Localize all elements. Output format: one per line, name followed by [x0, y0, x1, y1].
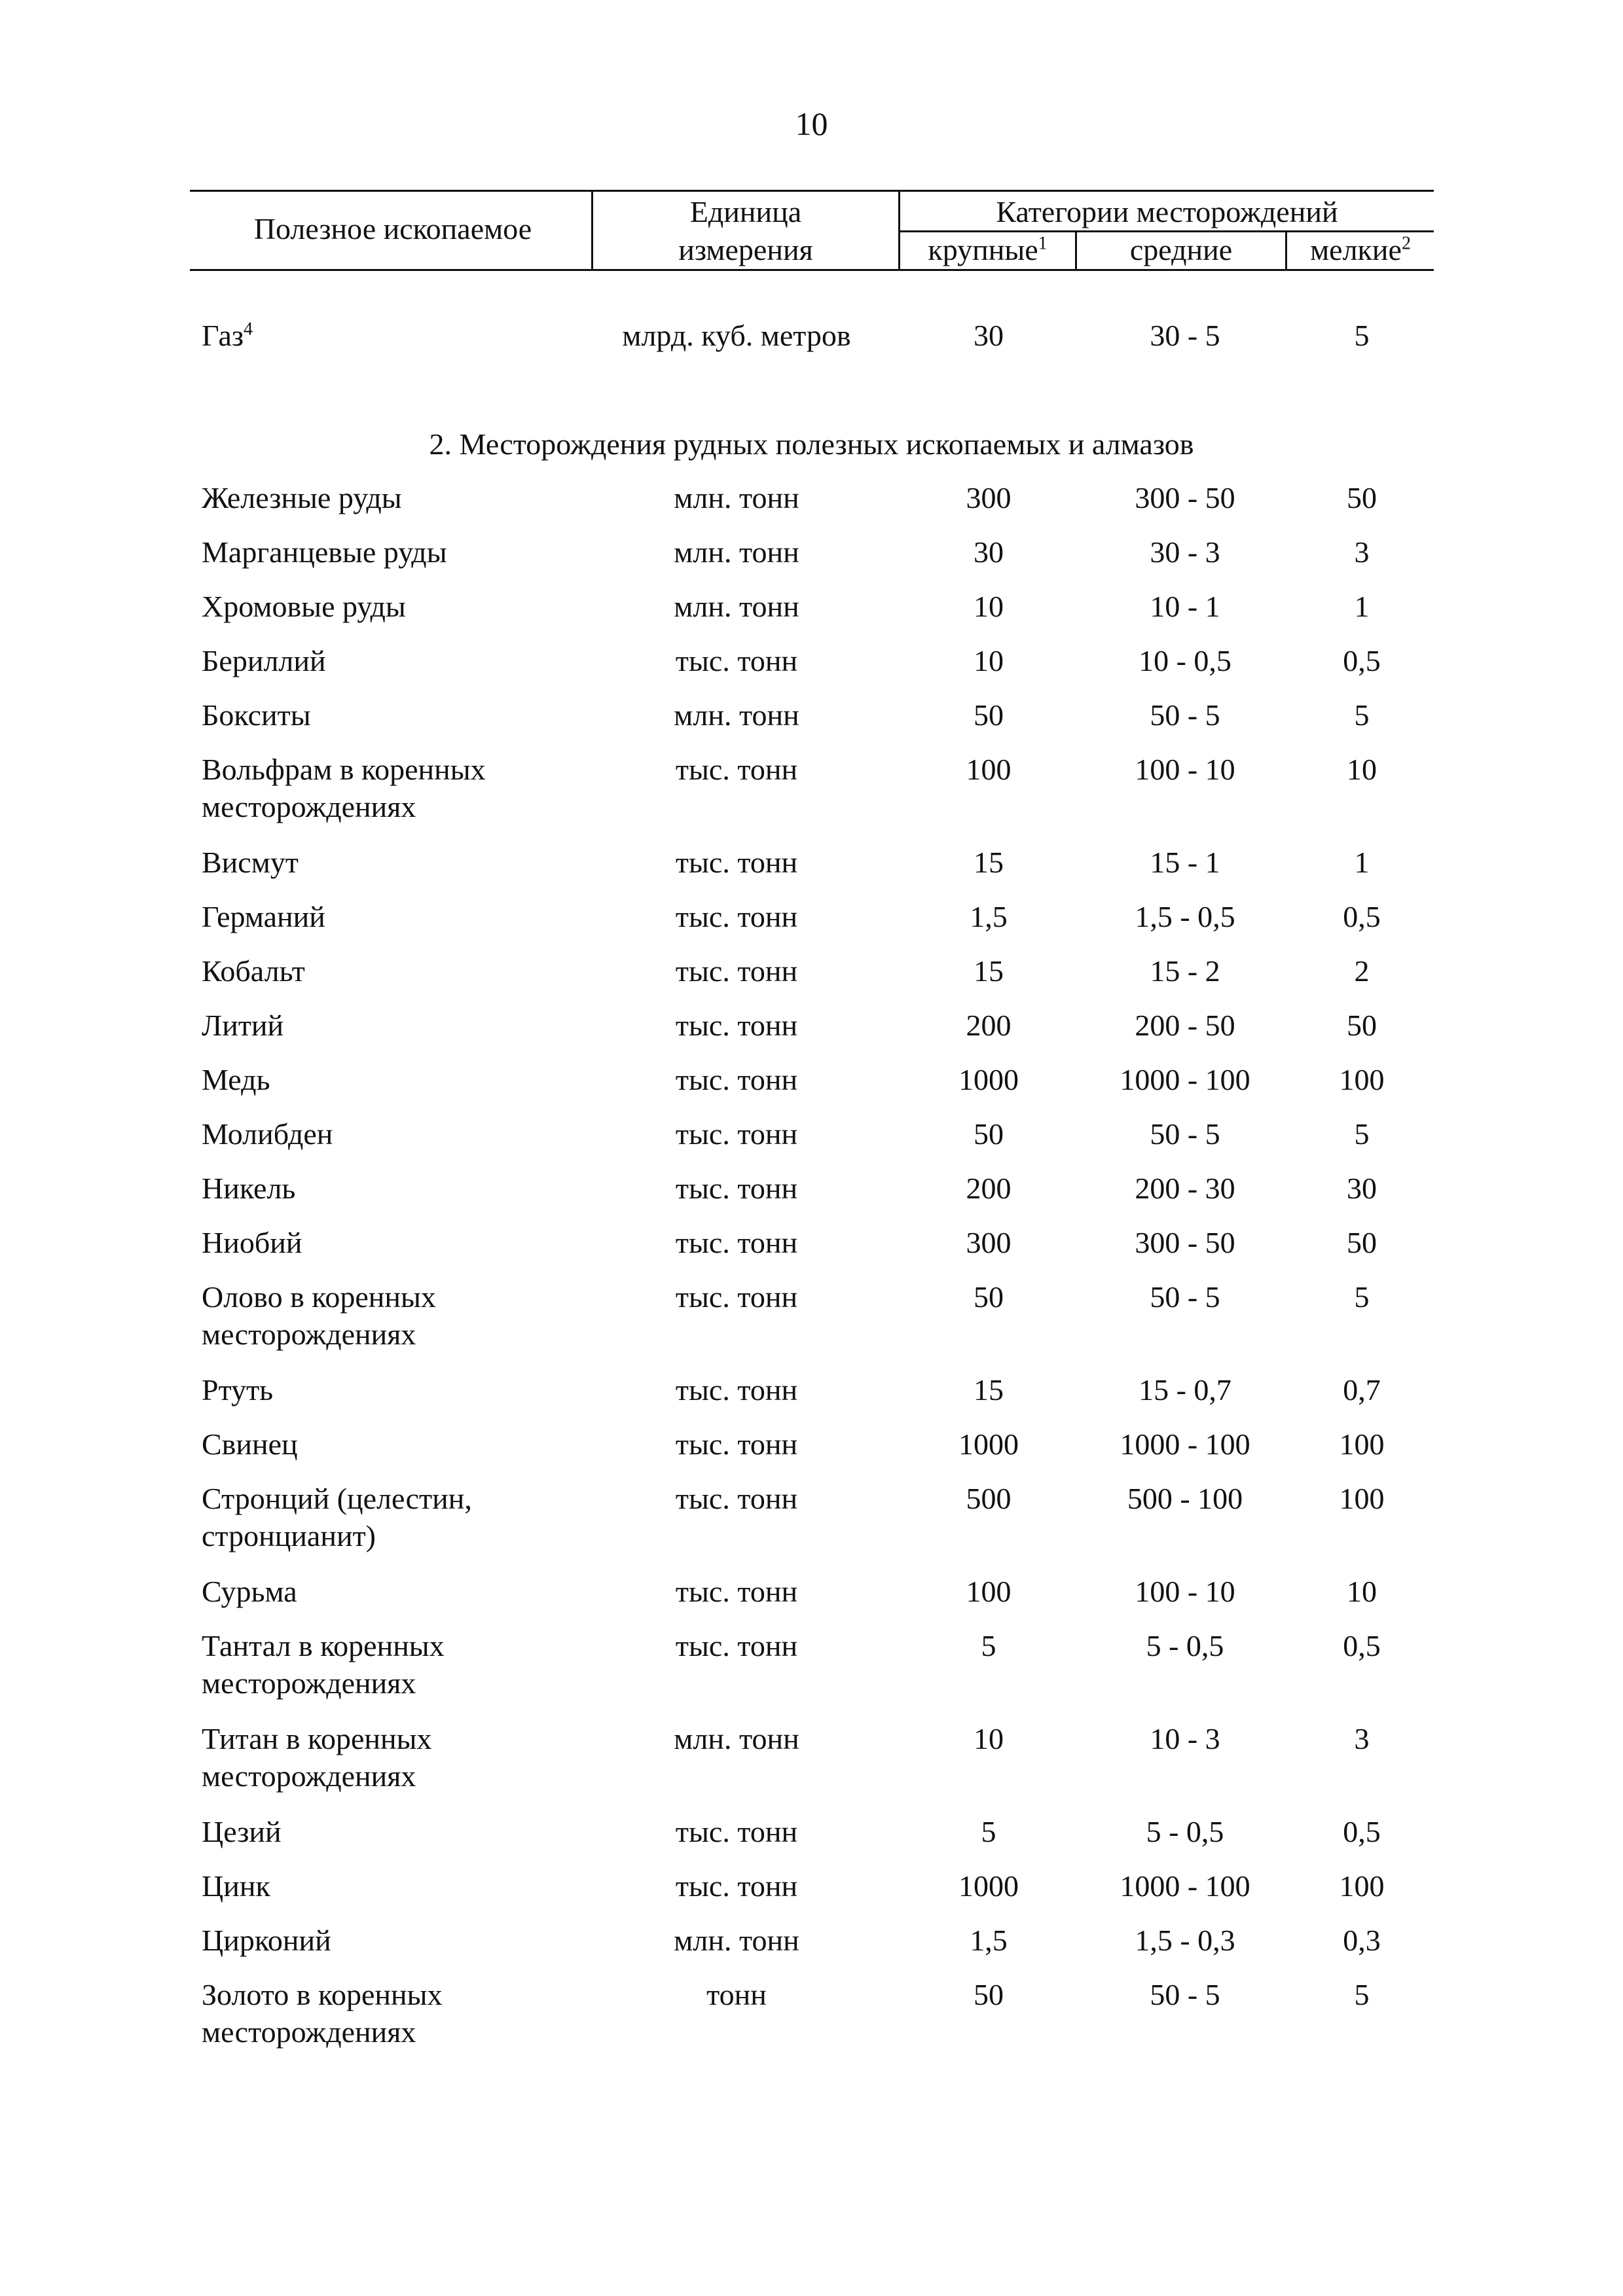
cell-name-line1: Медь — [202, 1063, 270, 1096]
cell-unit: млн. тонн — [674, 1924, 799, 1957]
cell-small: 1 — [1354, 590, 1370, 623]
cell-name — [202, 533, 568, 571]
cell-medium: 10 - 3 — [1150, 1722, 1220, 1755]
cell-name-line1: Ртуть — [202, 1373, 274, 1407]
gas-unit: млрд. куб. метров — [622, 319, 851, 352]
cell-name — [202, 1976, 568, 2051]
cell-medium: 5 - 0,5 — [1146, 1815, 1224, 1848]
cell-medium: 5 - 0,5 — [1146, 1629, 1224, 1662]
cell-unit: млн. тонн — [674, 535, 799, 569]
cell-name — [202, 898, 568, 935]
cell-name — [202, 1278, 568, 1353]
cell-small: 50 — [1347, 1009, 1377, 1042]
cell-large: 1000 — [958, 1063, 1019, 1096]
header-medium: средние — [1129, 233, 1233, 266]
cell-small: 5 — [1354, 1117, 1370, 1151]
cell-name — [202, 1426, 568, 1463]
cell-unit: млн. тонн — [674, 481, 799, 514]
header-categories: Категории месторождений — [996, 195, 1338, 228]
cell-small: 100 — [1339, 1063, 1385, 1096]
gas-name — [202, 317, 568, 354]
cell-unit: тыс. тонн — [675, 1575, 798, 1608]
cell-name-line1: Олово в коренных — [202, 1280, 436, 1314]
cell-name-line1: Кобальт — [202, 954, 305, 988]
cell-name-line1: Цирконий — [202, 1924, 331, 1957]
header-large-footnote: 1 — [1038, 233, 1048, 254]
page-number: 10 — [795, 105, 828, 142]
cell-unit: тыс. тонн — [675, 644, 798, 677]
cell-medium: 30 - 3 — [1150, 535, 1220, 569]
cell-large: 50 — [974, 698, 1004, 732]
cell-large: 1000 — [958, 1869, 1019, 1903]
cell-unit: тыс. тонн — [675, 954, 798, 988]
header-small-footnote: 2 — [1401, 233, 1411, 254]
cell-large: 1,5 — [970, 1924, 1008, 1957]
cell-small: 2 — [1354, 954, 1370, 988]
cell-medium: 100 - 10 — [1135, 1575, 1235, 1608]
section-title: 2. Месторождения рудных полезных ископаемых и алмазов — [429, 427, 1194, 461]
cell-unit: тыс. тонн — [675, 1373, 798, 1407]
cell-name-line1: Ниобий — [202, 1226, 302, 1259]
cell-name-line2: месторождениях — [202, 2015, 416, 2049]
cell-unit: тыс. тонн — [675, 1172, 798, 1205]
cell-unit: тонн — [706, 1978, 767, 2011]
cell-medium: 15 - 0,7 — [1139, 1373, 1231, 1407]
cell-medium: 1,5 - 0,5 — [1135, 900, 1235, 933]
header-bottom-rule — [190, 269, 1434, 271]
cell-small: 0,3 — [1343, 1924, 1381, 1957]
cell-small: 50 — [1347, 1226, 1377, 1259]
cell-name — [202, 1720, 568, 1795]
cell-small: 5 — [1354, 698, 1370, 732]
cell-name — [202, 1573, 568, 1610]
cell-small: 100 — [1339, 1869, 1385, 1903]
cell-name — [202, 696, 568, 734]
cell-unit: тыс. тонн — [675, 1117, 798, 1151]
cell-medium: 1000 - 100 — [1120, 1869, 1250, 1903]
cell-name — [202, 1170, 568, 1207]
cell-name — [202, 1480, 568, 1554]
cell-unit: млн. тонн — [674, 590, 799, 623]
cell-name — [202, 479, 568, 516]
cell-name-line1: Тантал в коренных — [202, 1629, 445, 1662]
cell-large: 5 — [981, 1815, 996, 1848]
cell-medium: 1000 - 100 — [1120, 1427, 1250, 1461]
cell-large: 5 — [981, 1629, 996, 1662]
cell-name-line1: Хромовые руды — [202, 590, 406, 623]
header-large-label: крупные — [928, 233, 1038, 266]
header-small-label: мелкие — [1310, 233, 1402, 266]
cell-name-line2: месторождениях — [202, 1666, 416, 1700]
cell-name-line1: Бокситы — [202, 698, 311, 732]
cell-unit: тыс. тонн — [675, 1482, 798, 1515]
cell-small: 10 — [1347, 753, 1377, 786]
cell-small: 0,5 — [1343, 1815, 1381, 1848]
cell-small: 0,5 — [1343, 1629, 1381, 1662]
header-mineral: Полезное ископаемое — [253, 212, 532, 245]
cell-name-line2: месторождениях — [202, 1318, 416, 1351]
cell-unit: млн. тонн — [674, 698, 799, 732]
cell-unit: тыс. тонн — [675, 1280, 798, 1314]
cell-small: 100 — [1339, 1427, 1385, 1461]
cell-unit: млн. тонн — [674, 1722, 799, 1755]
cell-name-line1: Бериллий — [202, 644, 326, 677]
cell-small: 3 — [1354, 535, 1370, 569]
cell-medium: 300 - 50 — [1135, 481, 1235, 514]
cell-name-line1: Свинец — [202, 1427, 298, 1461]
cell-large: 300 — [966, 481, 1012, 514]
cell-name — [202, 642, 568, 679]
cell-medium: 50 - 5 — [1150, 1117, 1220, 1151]
cell-medium: 100 - 10 — [1135, 753, 1235, 786]
cell-name-line1: Железные руды — [202, 481, 402, 514]
cell-small: 5 — [1354, 1280, 1370, 1314]
cell-large: 1000 — [958, 1427, 1019, 1461]
cell-medium: 10 - 0,5 — [1139, 644, 1231, 677]
cell-medium: 50 - 5 — [1150, 1978, 1220, 2011]
header-unit-line2: измерения — [678, 233, 813, 266]
cell-name — [202, 844, 568, 881]
cell-medium: 1000 - 100 — [1120, 1063, 1250, 1096]
cell-medium: 200 - 30 — [1135, 1172, 1235, 1205]
cell-unit: тыс. тонн — [675, 1427, 798, 1461]
cell-name-line2: месторождениях — [202, 790, 416, 823]
cell-name — [202, 1115, 568, 1153]
cell-name-line1: Молибден — [202, 1117, 333, 1151]
cell-unit: тыс. тонн — [675, 900, 798, 933]
cell-small: 1 — [1354, 846, 1370, 879]
cell-large: 200 — [966, 1172, 1012, 1205]
gas-footnote: 4 — [244, 319, 253, 340]
cell-small: 0,5 — [1343, 644, 1381, 677]
cell-large: 100 — [966, 753, 1012, 786]
header-unit-line1: Единица — [689, 195, 802, 228]
cell-small: 30 — [1347, 1172, 1377, 1205]
cell-name-line1: Золото в коренных — [202, 1978, 443, 2011]
cell-large: 50 — [974, 1978, 1004, 2011]
cell-name-line1: Цинк — [202, 1869, 270, 1903]
header-small — [1287, 233, 1434, 267]
cell-medium: 15 - 2 — [1150, 954, 1220, 988]
cell-name — [202, 1813, 568, 1850]
cell-large: 10 — [974, 1722, 1004, 1755]
cell-name — [202, 588, 568, 625]
cell-unit: тыс. тонн — [675, 1815, 798, 1848]
cell-medium: 300 - 50 — [1135, 1226, 1235, 1259]
gas-medium: 30 - 5 — [1150, 319, 1220, 352]
cell-large: 15 — [974, 954, 1004, 988]
gas-large: 30 — [974, 319, 1004, 352]
cell-medium: 200 - 50 — [1135, 1009, 1235, 1042]
cell-name-line1: Литий — [202, 1009, 284, 1042]
cell-medium: 1,5 - 0,3 — [1135, 1924, 1235, 1957]
cell-name-line2: месторождениях — [202, 1759, 416, 1793]
header-top-rule — [190, 190, 1434, 192]
cell-name-line1: Стронций (целестин, — [202, 1482, 472, 1515]
gas-name-label: Газ — [202, 319, 244, 352]
cell-unit: тыс. тонн — [675, 1009, 798, 1042]
cell-small: 50 — [1347, 481, 1377, 514]
cell-medium: 50 - 5 — [1150, 698, 1220, 732]
cell-unit: тыс. тонн — [675, 1629, 798, 1662]
cell-name-line1: Сурьма — [202, 1575, 297, 1608]
cell-name-line1: Никель — [202, 1172, 296, 1205]
cell-name — [202, 952, 568, 990]
cell-large: 50 — [974, 1280, 1004, 1314]
header-large — [900, 233, 1075, 267]
cell-name-line1: Цезий — [202, 1815, 282, 1848]
cell-large: 100 — [966, 1575, 1012, 1608]
cell-large: 300 — [966, 1226, 1012, 1259]
cell-medium: 10 - 1 — [1150, 590, 1220, 623]
cell-large: 50 — [974, 1117, 1004, 1151]
cell-unit: тыс. тонн — [675, 1063, 798, 1096]
cell-small: 3 — [1354, 1722, 1370, 1755]
cell-name — [202, 1007, 568, 1044]
cell-name-line1: Висмут — [202, 846, 299, 879]
cell-name — [202, 1867, 568, 1905]
cell-large: 500 — [966, 1482, 1012, 1515]
cell-small: 0,7 — [1343, 1373, 1381, 1407]
categories-divider-rule — [898, 230, 1434, 232]
cell-unit: тыс. тонн — [675, 753, 798, 786]
gas-small: 5 — [1354, 319, 1370, 352]
cell-large: 10 — [974, 644, 1004, 677]
cell-large: 15 — [974, 1373, 1004, 1407]
cell-medium: 500 - 100 — [1127, 1482, 1243, 1515]
cell-name — [202, 751, 568, 825]
cell-small: 100 — [1339, 1482, 1385, 1515]
cell-unit: тыс. тонн — [675, 846, 798, 879]
cell-unit: тыс. тонн — [675, 1869, 798, 1903]
cell-medium: 50 - 5 — [1150, 1280, 1220, 1314]
cell-large: 10 — [974, 590, 1004, 623]
cell-small: 10 — [1347, 1575, 1377, 1608]
cell-small: 5 — [1354, 1978, 1370, 2011]
cell-name — [202, 1371, 568, 1408]
cell-large: 15 — [974, 846, 1004, 879]
cell-large: 30 — [974, 535, 1004, 569]
cell-large: 200 — [966, 1009, 1012, 1042]
cell-name-line2: стронцианит) — [202, 1519, 376, 1552]
cell-name — [202, 1922, 568, 1959]
cell-large: 1,5 — [970, 900, 1008, 933]
cell-name — [202, 1061, 568, 1098]
cell-name — [202, 1627, 568, 1702]
cell-small: 0,5 — [1343, 900, 1381, 933]
cell-name-line1: Марганцевые руды — [202, 535, 447, 569]
cell-name — [202, 1224, 568, 1261]
cell-medium: 15 - 1 — [1150, 846, 1220, 879]
cell-name-line1: Германий — [202, 900, 325, 933]
cell-unit: тыс. тонн — [675, 1226, 798, 1259]
cell-name-line1: Титан в коренных — [202, 1722, 432, 1755]
cell-name-line1: Вольфрам в коренных — [202, 753, 486, 786]
